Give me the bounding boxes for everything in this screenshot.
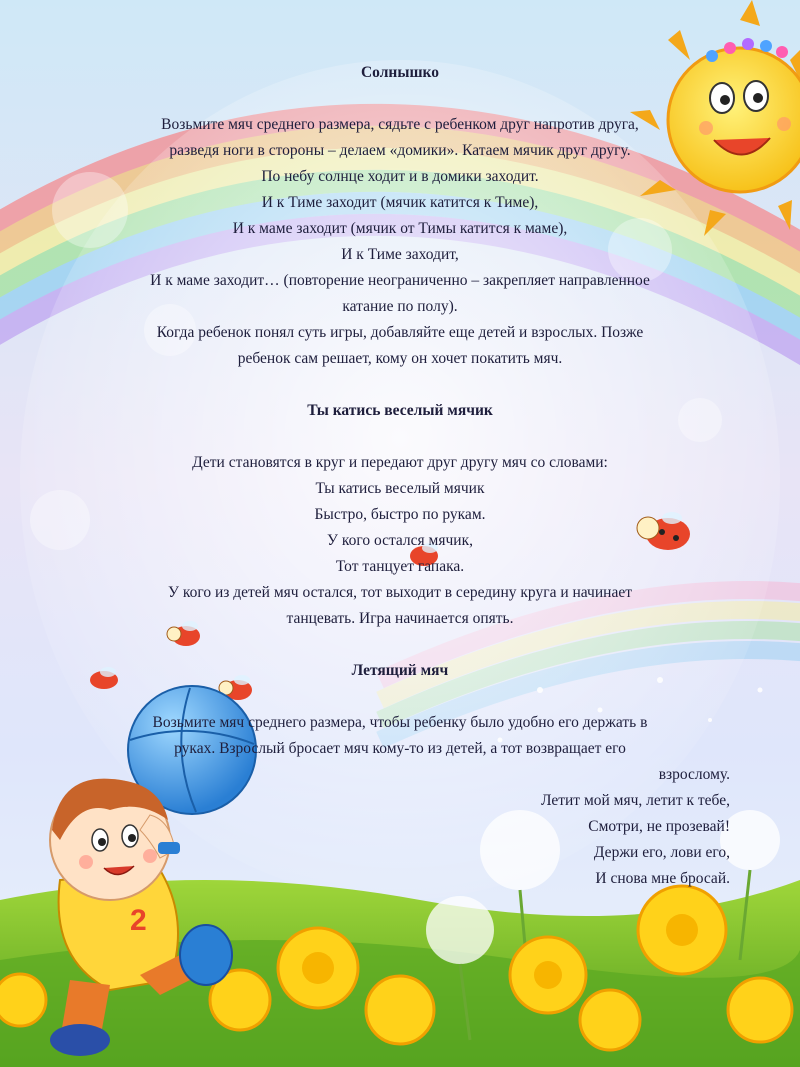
text-line: ребенок сам решает, кому он хочет покатить мяч. bbox=[237, 350, 563, 367]
text-line: руках. Взрослый бросает мяч кому-то из детей, а тот возвращает его bbox=[174, 740, 626, 757]
text-line: взрослому. bbox=[658, 766, 730, 783]
poem-line: Тот танцует гапака. bbox=[335, 558, 465, 575]
text-line: Когда ребенок понял суть игры, добавляйте еще детей и взрослых. Позже bbox=[156, 324, 644, 341]
section-title-letyashchiy-myach: Летящий мяч bbox=[351, 662, 449, 679]
poem-line: По небу солнце ходит и в домики заходит. bbox=[261, 168, 539, 185]
text-line: Дети становятся в круг и передают друг другу мяч со словами: bbox=[192, 454, 608, 471]
section-title-ty-katis: Ты катись веселый мячик bbox=[307, 402, 493, 419]
poem-line: И к Тиме заходит (мячик катится к Тиме), bbox=[261, 194, 539, 211]
poem-line: Летит мой мяч, летит к тебе, bbox=[540, 792, 730, 809]
poem-line: Ты катись веселый мячик bbox=[315, 480, 485, 497]
poem-line: Держи его, лови его, bbox=[593, 844, 730, 861]
text-line: Возьмите мяч среднего размера, сядьте с ребенком друг напротив друга, bbox=[161, 116, 639, 133]
section-title-solnyshko: Солнышко bbox=[360, 64, 440, 81]
text-line: разведя ноги в стороны – делаем «домики». Катаем мячик друг другу. bbox=[169, 142, 631, 159]
document-content bbox=[60, 60, 740, 892]
text-line: катание по полу). bbox=[342, 298, 458, 315]
poem-line: Смотри, не прозевай! bbox=[588, 818, 730, 835]
poem-line: И к маме заходит (мячик от Тимы катится к маме), bbox=[232, 220, 568, 237]
svg-text:2: 2 bbox=[130, 904, 147, 937]
text-line: Возьмите мяч среднего размера, чтобы ребенку было удобно его держать в bbox=[152, 714, 648, 731]
text-line: танцевать. Игра начинается опять. bbox=[286, 610, 514, 627]
poem-line: У кого остался мячик, bbox=[327, 532, 473, 549]
poem-line: Быстро, быстро по рукам. bbox=[314, 506, 486, 523]
poem-line: И снова мне бросай. bbox=[595, 870, 730, 887]
text-line: У кого из детей мяч остался, тот выходит в середину круга и начинает bbox=[168, 584, 632, 601]
poem-line: И к Тиме заходит, bbox=[341, 246, 459, 263]
poem-line: И к маме заходит… (повторение неограниченно – закрепляет направленное bbox=[150, 272, 650, 289]
